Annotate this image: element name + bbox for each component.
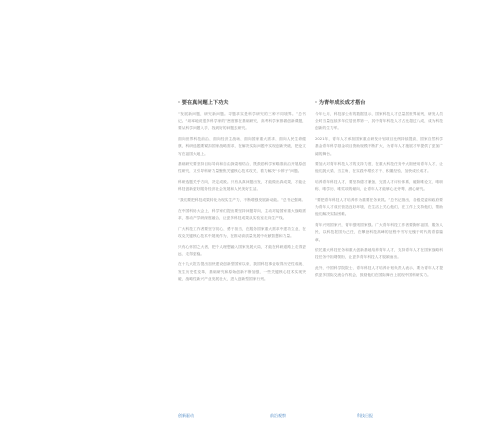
paragraph: 依托重大科技任务和重大创新基地培养青年人才，支持青年人才在国家战略科技任务中担纲领衔，让更多青年科技人才脱颖而出。 (315, 248, 443, 260)
paragraph: 广大科技工作者要坚守初心、勇于担当，在服务国家重大需求中建功立业，在攻克关键核心技术中展现作为，在推动高质量发展中贡献智慧和力量。 (178, 226, 306, 238)
paragraph: 今年七月，科技部公布的数据显示，国家科技人才总量居世界前列，研发人员全时当量连续多年位居世界第一，其中青年科技人才占比超过八成，成为科技创新的生力军。 (315, 112, 443, 131)
footer-link-right[interactable]: 科技日报 (357, 413, 373, 418)
paragraph: 青年兴则国家兴，青年强则国家强。广大青年科技工作者要胸怀祖国、服务人民，以科技报国为己任，在攀登科技高峰的征程中书写无愧于时代的青春篇章。 (315, 223, 443, 242)
footer-link-middle[interactable]: 前沿观察 (270, 413, 286, 418)
paragraph: “我们要把科技成果转化为现实生产力，不断增强发展新动能。”总书记强调。 (178, 198, 306, 203)
section-heading-left: · 要在真问题上下功夫 (178, 100, 229, 106)
paragraph: 基础研究要坚持目标导向和自由探索相结合，既鼓励科学家瞄准前沿开展原创性研究，又引导科研力量聚焦关键核心技术攻关，着力解决“卡脖子”问题。 (178, 162, 306, 174)
section-heading-right: · 为青年成长成才搭台 (315, 100, 366, 106)
left-column (178, 99, 306, 287)
paragraph: 只有心怀国之大者，把个人理想融入国家发展大局，才能在科研道路上走得更远、走得更稳。 (178, 244, 306, 256)
paragraph: 此外，中国科学院院士、青年科技人才培养计划负责人表示，要为青年人才提供更多国际交流合作机会，鼓励他们在国际舞台上展现中国科研实力。 (315, 266, 443, 278)
paragraph: 在十九大报告提出加快建设创新型国家以来，我国科技事业取得历史性成就、发生历史性变革，基础研究和原始创新不断加强，一些关键核心技术实现突破，战略性新兴产业发展壮大，进入创新型国家行列。 (178, 262, 306, 281)
paragraph: 2021年，青年人才承担国家重点研发计划项目比例持续提高，国家自然科学基金青年科学基金项目资助规模不断扩大，为青年人才施展才华提供了更加广阔的舞台。 (315, 137, 443, 156)
paragraph: 面向世界科技前沿、面向经济主战场、面向国家重大需求、面向人民生命健康，科研选题要紧扣国家战略需求，在解决实际问题中实现创新突破，把论文写在祖国大地上。 (178, 137, 306, 156)
paragraph: 要加大对青年科技人才的支持力度，在重大科技任务中大胆使用青年人才，让他们挑大梁、当主角，在实践中增长才干、积累经验，加快成长成才。 (315, 162, 443, 174)
paragraph: 培养青年科技人才，要坚持德才兼备，完善人才评价体系，破除唯论文、唯职称、唯学历、唯奖项的倾向，让青年人才能够心无旁骛、潜心研究。 (315, 180, 443, 192)
paragraph: “要把青年科技人才培养作为重要任务来抓。”总书记指出，各级党委和政府要为青年人才成长营造良好环境，在生活上关心他们，在工作上支持他们，帮助他们解决实际困难。 (315, 198, 443, 217)
paragraph: 科研选题关乎方向，决定成败。只有从真问题出发，才能做出真成果，才能让科技创新更好服务经济社会发展和人民美好生活。 (178, 180, 306, 192)
footer-link-left[interactable]: 创新驱动 (178, 413, 194, 418)
right-column (315, 99, 443, 283)
paragraph: “发展新问题，研究新问题。寻题求实是科学研究的三种不同境界。”总书记。“坦率地说很多科学家的”密度都在基础研究，高考科学家都做创新课题，要从科学问题入手，找到好的问题去研究。 (178, 112, 306, 131)
paragraph: 在中国科协大会上，科学家们提出要坚持问题导向，主动对接国家重大战略需求，推动产学研深度融合，让更多科技成果从实验室走向生产线。 (178, 208, 306, 220)
